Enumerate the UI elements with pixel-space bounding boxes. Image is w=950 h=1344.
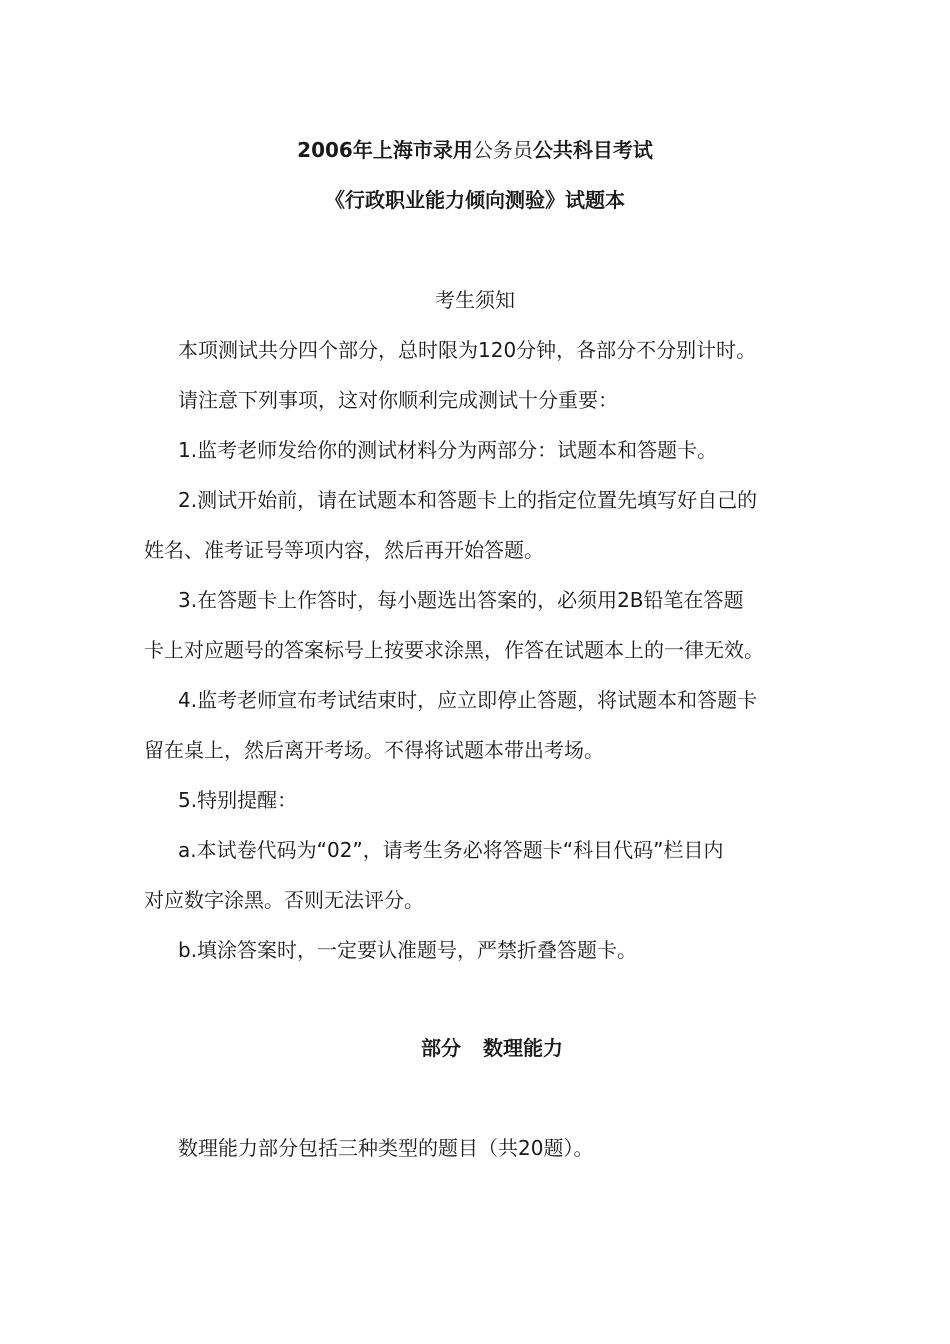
section-description: 数理能力部分包括三种类型的题目（共20题）。 [178,1136,594,1160]
notice-item-5b: b.填涂答案时，一定要认准题号，严禁折叠答题卡。 [178,938,638,962]
title-part-1: 2006年上海市录用 [297,138,473,162]
section-label-part: 部分 [421,1036,461,1060]
title-part-3: 公共科目考试 [532,138,653,162]
notice-item-2-line-2: 姓名、准考证号等项内容，然后再开始答题。 [144,538,544,562]
notice-item-2-line-1: 2.测试开始前，请在试题本和答题卡上的指定位置先填写好自己的 [178,488,758,512]
document-subtitle: 《行政职业能力倾向测验》试题本 [325,188,625,212]
notice-item-5a-line-2: 对应数字涂黑。否则无法评分。 [144,888,424,912]
document-title [0,136,950,164]
notice-item-5: 5.特别提醒： [178,788,298,812]
notice-item-1: 1.监考老师发给你的测试材料分为两部分：试题本和答题卡。 [178,438,718,462]
notice-item-4-line-1: 4.监考老师宣布考试结束时，应立即停止答题，将试题本和答题卡 [178,688,758,712]
notice-item-5a-line-1: a.本试卷代码为“02”，请考生务必将答题卡“科目代码”栏目内 [178,838,724,862]
notice-item-4-line-2: 留在桌上，然后离开考场。不得将试题本带出考场。 [144,738,604,762]
notice-item-3-line-1: 3.在答题卡上作答时，每小题选出答案的，必须用2B铅笔在答题 [178,588,744,612]
notice-item-3-line-2: 卡上对应题号的答案标号上按要求涂黑，作答在试题本上的一律无效。 [144,638,764,662]
section-title [0,1034,950,1062]
title-part-2: 公务员 [472,138,533,162]
notice-intro: 本项测试共分四个部分，总时限为120分钟，各部分不分别计时。 [178,338,757,362]
section-label-name: 数理能力 [483,1036,563,1060]
notice-attention: 请注意下列事项，这对你顺利完成测试十分重要： [178,388,618,412]
notice-heading: 考生须知 [435,288,515,312]
